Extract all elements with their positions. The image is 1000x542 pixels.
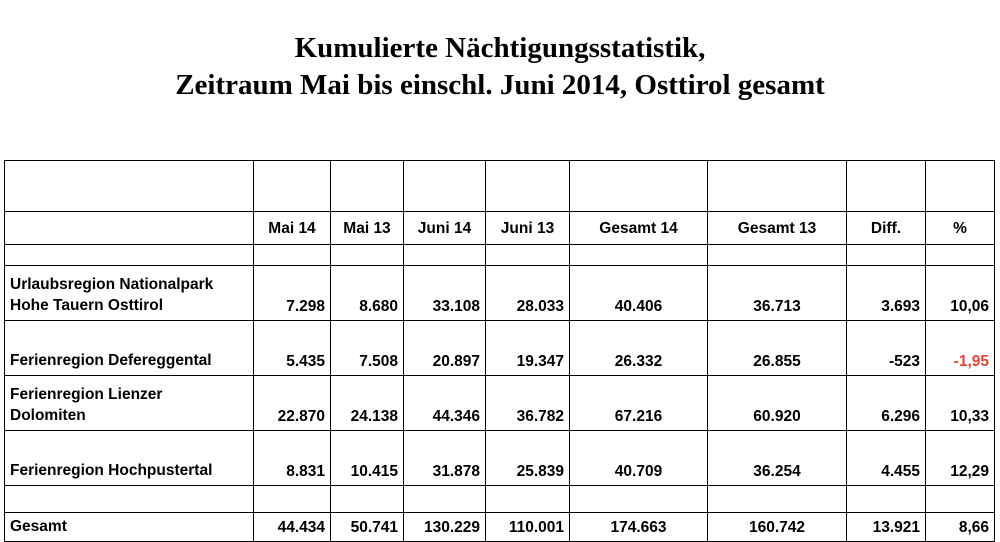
table-row [5,321,995,376]
cell-value: 26.855 [708,321,847,376]
cell-value: 10.415 [331,431,404,486]
total-value: 13.921 [847,513,926,542]
cell-value: 40.406 [570,266,708,321]
table-row [5,376,995,431]
header-gesamt-14: Gesamt 14 [570,212,708,245]
cell-value: 40.709 [570,431,708,486]
cell-value: 36.254 [708,431,847,486]
cell-percent: 10,06 [926,266,995,321]
page-title [0,30,1000,104]
header-juni-13: Juni 13 [486,212,570,245]
total-percent: 8,66 [926,513,995,542]
cell-value: 36.782 [486,376,570,431]
table-row-spacer [5,245,995,266]
total-value: 110.001 [486,513,570,542]
header-juni-14: Juni 14 [404,212,486,245]
cell-value: 60.920 [708,376,847,431]
cell-value: -523 [847,321,926,376]
cell-value: 3.693 [847,266,926,321]
cell-value: 8.831 [254,431,331,486]
header-diff: Diff. [847,212,926,245]
header-mai-13: Mai 13 [331,212,404,245]
cell-value: 36.713 [708,266,847,321]
row-label: Ferienregion Hochpustertal [5,431,254,486]
total-value: 160.742 [708,513,847,542]
table-row [5,266,995,321]
cell-value: 7.508 [331,321,404,376]
header-mai-14: Mai 14 [254,212,331,245]
table-row-spacer [5,486,995,513]
table-row-spacer-top [5,161,995,212]
row-label: Urlaubsregion Nationalpark Hohe Tauern Osttirol [5,266,254,321]
row-label: Ferienregion Lienzer Dolomiten [5,376,254,431]
cell-value: 25.839 [486,431,570,486]
cell-value: 5.435 [254,321,331,376]
cell-value: 19.347 [486,321,570,376]
table-total-row [5,513,995,542]
cell-value: 4.455 [847,431,926,486]
cell-value: 67.216 [570,376,708,431]
cell-value: 22.870 [254,376,331,431]
cell-percent: 10,33 [926,376,995,431]
cell-value: 28.033 [486,266,570,321]
cell-value: 24.138 [331,376,404,431]
cell-percent: 12,29 [926,431,995,486]
cell-value: 26.332 [570,321,708,376]
total-value: 174.663 [570,513,708,542]
table-row [5,431,995,486]
total-value: 44.434 [254,513,331,542]
total-value: 130.229 [404,513,486,542]
cell-percent-negative: -1,95 [926,321,995,376]
total-value: 50.741 [331,513,404,542]
table-header-row [5,212,995,245]
cell-value: 33.108 [404,266,486,321]
title-line-1: Kumulierte Nächtigungsstatistik, [294,32,706,64]
header-percent: % [926,212,995,245]
cell-value: 7.298 [254,266,331,321]
cell-value: 6.296 [847,376,926,431]
cell-value: 20.897 [404,321,486,376]
cell-value: 44.346 [404,376,486,431]
cell-value: 31.878 [404,431,486,486]
total-label: Gesamt [5,513,254,542]
header-gesamt-13: Gesamt 13 [708,212,847,245]
cell-value: 8.680 [331,266,404,321]
row-label: Ferienregion Defereggental [5,321,254,376]
title-line-2: Zeitraum Mai bis einschl. Juni 2014, Osttirol gesamt [175,69,825,101]
statistics-table [4,160,995,542]
